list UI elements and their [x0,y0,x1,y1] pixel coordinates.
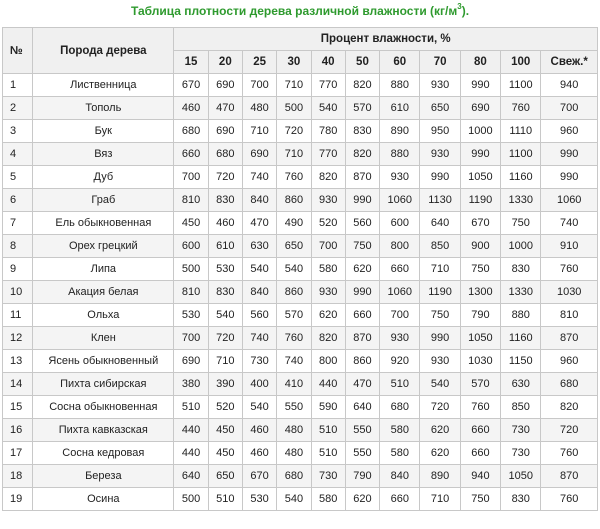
density-cell: 720 [208,166,242,189]
density-cell: 840 [242,281,276,304]
density-cell: 930 [311,281,345,304]
density-cell: 470 [242,212,276,235]
density-cell: 680 [277,465,311,488]
density-cell: 720 [541,419,598,442]
density-cell: 500 [174,488,208,511]
density-cell: 990 [420,327,460,350]
density-cell: 510 [208,488,242,511]
density-cell: 680 [380,396,420,419]
table-row [3,350,598,373]
density-cell: 790 [345,465,379,488]
header-row-primary [3,28,598,51]
density-cell: 580 [311,488,345,511]
density-cell: 780 [311,120,345,143]
density-cell: 1160 [501,327,541,350]
density-cell: 1130 [420,189,460,212]
density-cell: 540 [277,488,311,511]
density-cell: 700 [380,304,420,327]
density-cell: 540 [242,396,276,419]
density-cell: 850 [501,396,541,419]
row-number: 6 [3,189,33,212]
density-cell: 840 [242,189,276,212]
row-number: 9 [3,258,33,281]
header-num: № [3,28,33,74]
density-cell: 490 [277,212,311,235]
density-cell: 480 [277,419,311,442]
density-cell: 640 [345,396,379,419]
density-cell: 930 [311,189,345,212]
density-cell: 1060 [380,281,420,304]
density-cell: 750 [501,212,541,235]
density-cell: 960 [541,350,598,373]
density-cell: 830 [501,258,541,281]
density-cell: 870 [541,327,598,350]
species-name: Орех грецкий [33,235,174,258]
density-cell: 1110 [501,120,541,143]
density-cell: 450 [208,419,242,442]
table-row [3,166,598,189]
density-cell: 890 [380,120,420,143]
density-cell: 740 [541,212,598,235]
density-cell: 940 [541,74,598,97]
density-cell: 820 [345,143,379,166]
header-col-4: 40 [311,51,345,74]
density-cell: 460 [242,442,276,465]
row-number: 19 [3,488,33,511]
density-cell: 760 [541,258,598,281]
density-cell: 1300 [460,281,500,304]
density-cell: 730 [311,465,345,488]
density-cell: 990 [420,166,460,189]
caption-text: Таблица плотности дерева различной влажности (кг/м [130,4,458,18]
species-name: Бук [33,120,174,143]
density-cell: 830 [501,488,541,511]
density-cell: 740 [277,350,311,373]
density-cell: 470 [345,373,379,396]
header-col-10: Свеж.* [541,51,598,74]
density-cell: 540 [277,258,311,281]
density-cell: 770 [311,143,345,166]
density-cell: 960 [541,120,598,143]
density-cell: 710 [242,120,276,143]
density-cell: 480 [242,97,276,120]
density-cell: 500 [174,258,208,281]
density-cell: 620 [420,419,460,442]
density-cell: 820 [311,166,345,189]
header-col-3: 30 [277,51,311,74]
density-cell: 1050 [460,166,500,189]
density-cell: 380 [174,373,208,396]
density-cell: 830 [208,189,242,212]
density-cell: 570 [345,97,379,120]
density-cell: 700 [541,97,598,120]
row-number: 3 [3,120,33,143]
density-cell: 650 [208,465,242,488]
table-row [3,442,598,465]
density-cell: 880 [380,143,420,166]
density-cell: 530 [208,258,242,281]
density-cell: 600 [380,212,420,235]
density-cell: 820 [311,327,345,350]
density-cell: 510 [311,442,345,465]
row-number: 17 [3,442,33,465]
density-cell: 1150 [501,350,541,373]
density-cell: 810 [541,304,598,327]
density-cell: 560 [345,212,379,235]
density-cell: 620 [420,442,460,465]
density-cell: 760 [277,166,311,189]
species-name: Сосна кедровая [33,442,174,465]
header-col-6: 60 [380,51,420,74]
density-cell: 760 [501,97,541,120]
species-name: Лиственница [33,74,174,97]
density-cell: 1050 [460,327,500,350]
density-cell: 680 [174,120,208,143]
header-moisture: Процент влажности, % [174,28,598,51]
density-cell: 1030 [541,281,598,304]
density-cell: 650 [420,97,460,120]
density-cell: 730 [501,419,541,442]
density-cell: 590 [311,396,345,419]
density-cell: 680 [208,143,242,166]
density-cell: 630 [501,373,541,396]
density-cell: 1100 [501,143,541,166]
species-name: Сосна обыкновенная [33,396,174,419]
density-cell: 950 [420,120,460,143]
density-cell: 800 [380,235,420,258]
density-cell: 1060 [541,189,598,212]
density-cell: 690 [174,350,208,373]
density-cell: 410 [277,373,311,396]
density-cell: 720 [420,396,460,419]
density-cell: 460 [242,419,276,442]
density-cell: 550 [277,396,311,419]
species-name: Граб [33,189,174,212]
density-cell: 630 [242,235,276,258]
density-cell: 650 [277,235,311,258]
row-number: 1 [3,74,33,97]
table-row [3,235,598,258]
species-name: Липа [33,258,174,281]
density-cell: 940 [460,465,500,488]
density-cell: 750 [420,304,460,327]
row-number: 7 [3,212,33,235]
density-cell: 700 [242,74,276,97]
header-species: Порода дерева [33,28,174,74]
density-cell: 890 [420,465,460,488]
density-cell: 800 [311,350,345,373]
density-cell: 500 [277,97,311,120]
table-body [3,74,598,511]
species-name: Ель обыкновенная [33,212,174,235]
density-cell: 580 [311,258,345,281]
density-cell: 930 [420,143,460,166]
caption-superscript: 3 [457,2,462,11]
density-cell: 450 [174,212,208,235]
density-cell: 870 [345,327,379,350]
species-name: Дуб [33,166,174,189]
density-cell: 680 [541,373,598,396]
row-number: 10 [3,281,33,304]
density-cell: 660 [380,258,420,281]
row-number: 12 [3,327,33,350]
wood-density-table [2,27,598,511]
density-cell: 570 [460,373,500,396]
density-cell: 640 [420,212,460,235]
density-cell: 520 [311,212,345,235]
density-cell: 830 [345,120,379,143]
density-cell: 770 [311,74,345,97]
density-cell: 910 [541,235,598,258]
density-cell: 690 [208,74,242,97]
density-cell: 810 [174,281,208,304]
density-cell: 930 [420,74,460,97]
density-cell: 860 [345,350,379,373]
row-number: 15 [3,396,33,419]
header-col-2: 25 [242,51,276,74]
density-cell: 930 [380,166,420,189]
density-cell: 670 [460,212,500,235]
table-row [3,327,598,350]
density-cell: 540 [420,373,460,396]
density-cell: 660 [460,442,500,465]
density-cell: 750 [460,488,500,511]
row-number: 13 [3,350,33,373]
species-name: Пихта кавказская [33,419,174,442]
table-row [3,258,598,281]
density-cell: 1190 [420,281,460,304]
density-cell: 990 [460,74,500,97]
density-cell: 740 [242,166,276,189]
density-cell: 710 [420,488,460,511]
header-col-0: 15 [174,51,208,74]
species-name: Вяз [33,143,174,166]
density-cell: 720 [208,327,242,350]
density-cell: 550 [345,419,379,442]
density-cell: 870 [345,166,379,189]
density-cell: 1190 [460,189,500,212]
density-cell: 750 [345,235,379,258]
density-cell: 750 [460,258,500,281]
density-cell: 520 [208,396,242,419]
density-cell: 1160 [501,166,541,189]
density-cell: 870 [541,465,598,488]
density-cell: 560 [242,304,276,327]
density-cell: 1060 [380,189,420,212]
table-row [3,120,598,143]
density-cell: 760 [277,327,311,350]
table-caption [0,0,600,22]
density-cell: 440 [174,442,208,465]
density-cell: 930 [380,327,420,350]
density-cell: 440 [311,373,345,396]
row-number: 4 [3,143,33,166]
table-row [3,396,598,419]
density-cell: 990 [460,143,500,166]
density-cell: 1030 [460,350,500,373]
header-col-8: 80 [460,51,500,74]
density-cell: 840 [380,465,420,488]
row-number: 11 [3,304,33,327]
density-cell: 760 [541,488,598,511]
density-cell: 540 [311,97,345,120]
header-col-9: 100 [501,51,541,74]
density-cell: 710 [277,74,311,97]
header-col-7: 70 [420,51,460,74]
density-cell: 860 [277,281,311,304]
density-cell: 540 [242,258,276,281]
table-row [3,281,598,304]
density-cell: 710 [277,143,311,166]
row-number: 5 [3,166,33,189]
density-cell: 710 [208,350,242,373]
density-cell: 610 [380,97,420,120]
density-cell: 660 [460,419,500,442]
table-row [3,143,598,166]
density-cell: 730 [501,442,541,465]
species-name: Пихта сибирская [33,373,174,396]
density-cell: 1330 [501,281,541,304]
density-cell: 540 [208,304,242,327]
density-cell: 510 [380,373,420,396]
density-cell: 580 [380,442,420,465]
table-row [3,304,598,327]
density-cell: 850 [420,235,460,258]
density-cell: 1000 [460,120,500,143]
density-cell: 710 [420,258,460,281]
density-cell: 550 [345,442,379,465]
table-row [3,97,598,120]
table-row [3,74,598,97]
density-cell: 740 [242,327,276,350]
density-cell: 990 [345,189,379,212]
density-cell: 880 [380,74,420,97]
density-cell: 620 [345,258,379,281]
density-cell: 990 [541,143,598,166]
density-cell: 760 [541,442,598,465]
density-cell: 990 [541,166,598,189]
density-cell: 1330 [501,189,541,212]
density-cell: 510 [311,419,345,442]
density-cell: 790 [460,304,500,327]
density-cell: 990 [345,281,379,304]
table-row [3,212,598,235]
density-cell: 690 [208,120,242,143]
caption-tail: ). [461,4,470,18]
header-col-5: 50 [345,51,379,74]
density-cell: 670 [174,74,208,97]
density-cell: 900 [460,235,500,258]
density-cell: 930 [420,350,460,373]
density-cell: 580 [380,419,420,442]
density-cell: 530 [242,488,276,511]
density-cell: 660 [174,143,208,166]
density-cell: 690 [242,143,276,166]
header-col-1: 20 [208,51,242,74]
table-row [3,488,598,511]
density-cell: 690 [460,97,500,120]
density-cell: 600 [174,235,208,258]
density-cell: 700 [174,327,208,350]
density-cell: 730 [242,350,276,373]
density-cell: 570 [277,304,311,327]
density-cell: 700 [311,235,345,258]
species-name: Осина [33,488,174,511]
density-cell: 700 [174,166,208,189]
table-row [3,373,598,396]
species-name: Ясень обыкновенный [33,350,174,373]
density-cell: 1050 [501,465,541,488]
density-cell: 920 [380,350,420,373]
density-cell: 660 [380,488,420,511]
density-cell: 470 [208,97,242,120]
density-cell: 820 [345,74,379,97]
density-cell: 820 [541,396,598,419]
row-number: 14 [3,373,33,396]
density-cell: 880 [501,304,541,327]
row-number: 16 [3,419,33,442]
table-row [3,189,598,212]
density-cell: 830 [208,281,242,304]
density-cell: 450 [208,442,242,465]
species-name: Клен [33,327,174,350]
density-cell: 460 [208,212,242,235]
density-cell: 1100 [501,74,541,97]
table-row [3,419,598,442]
density-cell: 760 [460,396,500,419]
density-cell: 530 [174,304,208,327]
density-cell: 620 [345,488,379,511]
species-name: Акация белая [33,281,174,304]
density-cell: 670 [242,465,276,488]
row-number: 2 [3,97,33,120]
density-cell: 860 [277,189,311,212]
density-cell: 440 [174,419,208,442]
density-cell: 620 [311,304,345,327]
density-cell: 510 [174,396,208,419]
density-cell: 660 [345,304,379,327]
density-cell: 810 [174,189,208,212]
density-cell: 610 [208,235,242,258]
density-cell: 720 [277,120,311,143]
density-cell: 460 [174,97,208,120]
species-name: Ольха [33,304,174,327]
row-number: 8 [3,235,33,258]
species-name: Тополь [33,97,174,120]
density-cell: 480 [277,442,311,465]
density-cell: 640 [174,465,208,488]
density-cell: 390 [208,373,242,396]
density-cell: 1000 [501,235,541,258]
species-name: Береза [33,465,174,488]
density-cell: 400 [242,373,276,396]
row-number: 18 [3,465,33,488]
table-row [3,465,598,488]
